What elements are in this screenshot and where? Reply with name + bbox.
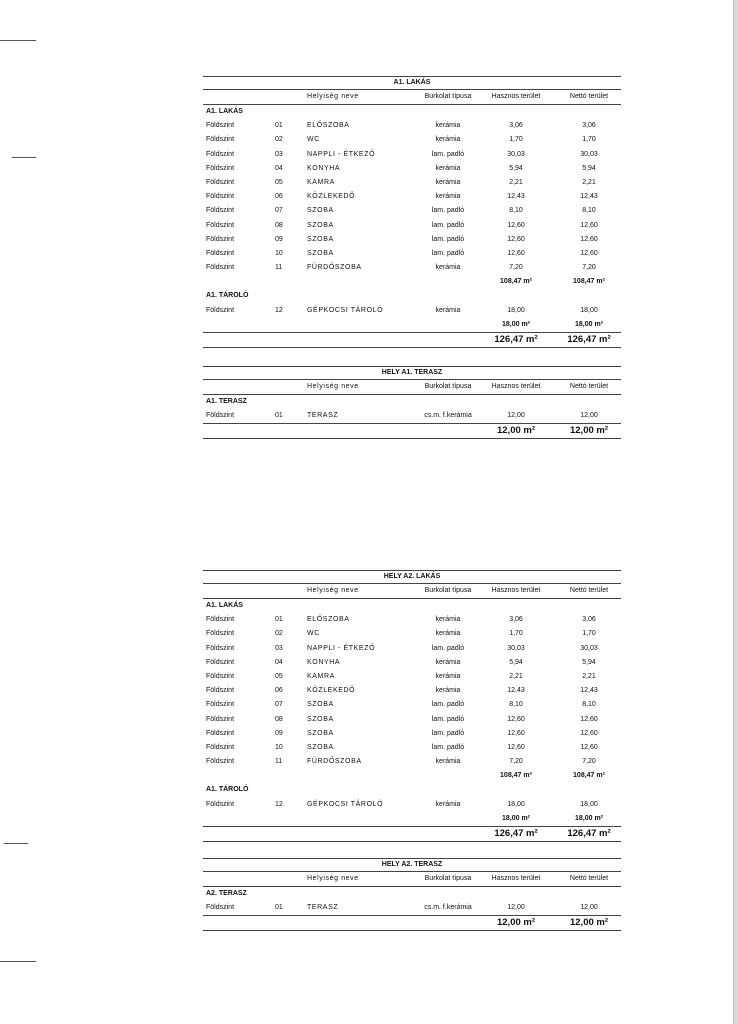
table-header (203, 90, 621, 105)
total-row (203, 332, 621, 348)
table-row (203, 190, 621, 204)
cell-useful-area: 12,43 (507, 193, 525, 201)
cell-cover-type: lam. padló (431, 207, 465, 215)
cell-useful-area: 18,00 (507, 800, 525, 808)
cell-useful-area: 8,10 (509, 207, 523, 215)
cell-room-number: 09 (275, 235, 283, 243)
cell-room-name: NAPPLI - ÉTKEZŐ (307, 644, 376, 652)
cell-net-area: 2,21 (582, 178, 596, 186)
table-title: HELY A2. TERASZ (203, 858, 621, 872)
table-row (203, 727, 621, 741)
subtotal-net-area: 18,00 m² (574, 320, 604, 328)
cell-cover-type: lam. padló (431, 150, 465, 158)
cell-level: Földszint (206, 616, 235, 624)
margin-mark (0, 961, 36, 962)
cell-room-name: FÜRDŐSZOBA (307, 758, 362, 766)
cell-net-area: 8,10 (582, 207, 596, 215)
group-label: A2. TERASZ (206, 890, 247, 897)
cell-level: Földszint (206, 701, 235, 709)
table-title: HELY A1. TERASZ (203, 366, 621, 380)
cell-cover-type: lam. padló (431, 249, 465, 257)
cell-useful-area: 5,94 (509, 658, 523, 666)
total-row (203, 826, 621, 842)
table-header (203, 584, 621, 599)
cell-level: Földszint (206, 758, 235, 766)
header-net-area: Nettó terület (569, 587, 609, 594)
cell-room-number: 01 (275, 412, 283, 420)
cell-room-name: SZOBA (307, 249, 334, 257)
cell-cover-type: kerámia (435, 306, 461, 314)
table-row (203, 901, 621, 915)
cell-level: Földszint (206, 193, 235, 201)
cell-cover-type: kerámia (435, 136, 461, 144)
header-useful-area: Hasznos terület (491, 93, 541, 100)
total-useful-area: 12,00 m² (496, 917, 536, 929)
header-useful-area: Hasznos terület (491, 587, 541, 594)
cell-level: Földszint (206, 150, 235, 158)
margin-mark (12, 157, 36, 158)
cell-room-number: 10 (275, 249, 283, 257)
table-header (203, 872, 621, 887)
total-row (203, 915, 621, 931)
cell-net-area: 12,00 (580, 904, 598, 912)
cell-level: Földszint (206, 630, 235, 638)
cell-room-name: KONYHA (307, 164, 341, 172)
cell-room-name: KÖZLEKEDŐ (307, 193, 356, 201)
cell-net-area: 30,03 (580, 644, 598, 652)
cell-net-area: 5,94 (582, 658, 596, 666)
cell-room-name: TERASZ (307, 904, 339, 912)
total-net-area: 12,00 m² (569, 917, 609, 929)
subtotal-row (203, 812, 621, 826)
cell-cover-type: kerámia (435, 264, 461, 272)
cell-useful-area: 1,70 (509, 136, 523, 144)
cell-room-name: NAPPLI - ÉTKEZŐ (307, 150, 376, 158)
header-net-area: Nettó terület (569, 875, 609, 882)
cell-room-name: WC (307, 630, 320, 638)
cell-room-name: KAMRA (307, 178, 335, 186)
cell-cover-type: kerámia (435, 658, 461, 666)
table-row (203, 148, 621, 162)
subtotal-useful-area: 108,47 m² (500, 772, 532, 780)
header-useful-area: Hasznos terület (491, 383, 541, 390)
cell-useful-area: 1,70 (509, 630, 523, 638)
cell-net-area: 8,10 (582, 701, 596, 709)
margin-mark (4, 843, 28, 844)
cell-net-area: 5,94 (582, 164, 596, 172)
subtotal-useful-area: 18,00 m² (501, 320, 531, 328)
table-row (203, 261, 621, 275)
group-label: A1. TERASZ (206, 398, 247, 405)
cell-useful-area: 2,21 (509, 178, 523, 186)
cell-level: Földszint (206, 306, 235, 314)
cell-cover-type: lam. padló (431, 235, 465, 243)
area-table (203, 76, 621, 348)
cell-cover-type: kerámia (435, 164, 461, 172)
cell-room-number: 11 (275, 758, 283, 766)
cell-level: Földszint (206, 136, 235, 144)
cell-cover-type: kerámia (435, 616, 461, 624)
header-room-name: Helyiség neve (307, 93, 359, 100)
page-edge (733, 0, 738, 1024)
table-row (203, 684, 621, 698)
cell-level: Földszint (206, 743, 235, 751)
cell-level: Földszint (206, 687, 235, 695)
cell-level: Földszint (206, 122, 235, 130)
cell-cover-type: lam. padló (431, 729, 465, 737)
group-label: A1. LAKÁS (206, 602, 243, 609)
cell-net-area: 30,03 (580, 150, 598, 158)
cell-net-area: 18,00 (580, 306, 598, 314)
cell-room-number: 10 (275, 743, 283, 751)
subtotal-useful-area: 108,47 m² (500, 278, 532, 286)
cell-level: Földszint (206, 644, 235, 652)
table-row (203, 798, 621, 812)
cell-cover-type: kerámia (435, 630, 461, 638)
cell-room-name: GÉPKOCSI TÁROLÓ (307, 800, 384, 808)
cell-room-name: SZOBA (307, 207, 334, 215)
cell-room-number: 02 (275, 630, 283, 638)
header-cover-type: Burkolat típusa (424, 93, 472, 100)
cell-cover-type: lam. padló (431, 715, 465, 723)
table-row (203, 613, 621, 627)
cell-cover-type: kerámia (435, 122, 461, 130)
cell-room-number: 01 (275, 904, 283, 912)
table-row (203, 119, 621, 133)
area-table (203, 570, 621, 842)
cell-room-number: 04 (275, 658, 283, 666)
cell-room-number: 12 (275, 800, 283, 808)
table-row (203, 656, 621, 670)
cell-level: Földszint (206, 164, 235, 172)
cell-room-number: 02 (275, 136, 283, 144)
table-title: A1. LAKÁS (203, 76, 621, 90)
table-row (203, 233, 621, 247)
total-useful-area: 126,47 m² (494, 828, 538, 839)
table-row (203, 755, 621, 769)
table-row (203, 642, 621, 656)
cell-cover-type: kerámia (435, 758, 461, 766)
cell-room-number: 08 (275, 221, 283, 229)
cell-room-number: 12 (275, 306, 283, 314)
cell-useful-area: 30,03 (507, 150, 525, 158)
subtotal-row (203, 275, 621, 289)
cell-useful-area: 2,21 (509, 672, 523, 680)
cell-level: Földszint (206, 264, 235, 272)
cell-room-name: FÜRDŐSZOBA (307, 264, 362, 272)
subtotal-net-area: 18,00 m² (574, 814, 604, 822)
cell-room-name: ELŐSZOBA (307, 616, 350, 624)
cell-level: Földszint (206, 715, 235, 723)
cell-cover-type: lam. padló (431, 743, 465, 751)
cell-room-name: SZOBA (307, 235, 334, 243)
cell-room-number: 06 (275, 193, 283, 201)
cell-room-name: SZOBA (307, 729, 334, 737)
total-useful-area: 126,47 m² (494, 334, 538, 345)
header-cover-type: Burkolat típusa (424, 587, 472, 594)
table-row (203, 176, 621, 190)
cell-room-number: 03 (275, 644, 283, 652)
cell-level: Földszint (206, 672, 235, 680)
cell-net-area: 7,20 (582, 264, 596, 272)
area-table (203, 858, 621, 931)
cell-room-name: ELŐSZOBA (307, 122, 350, 130)
cell-net-area: 1,70 (582, 136, 596, 144)
table-row (203, 219, 621, 233)
cell-room-number: 09 (275, 729, 283, 737)
area-table (203, 366, 621, 439)
header-net-area: Nettó terület (569, 383, 609, 390)
cell-level: Földszint (206, 178, 235, 186)
cell-useful-area: 3,06 (509, 616, 523, 624)
cell-net-area: 18,00 (580, 800, 598, 808)
cell-level: Földszint (206, 658, 235, 666)
cell-room-number: 05 (275, 178, 283, 186)
cell-cover-type: kerámia (435, 193, 461, 201)
subtotal-useful-area: 18,00 m² (501, 814, 531, 822)
cell-level: Földszint (206, 249, 235, 257)
cell-net-area: 12,60 (580, 249, 598, 257)
cell-net-area: 12,60 (580, 743, 598, 751)
table-row (203, 304, 621, 318)
cell-cover-type: kerámia (435, 800, 461, 808)
header-room-name: Helyiség neve (307, 383, 359, 390)
cell-room-number: 05 (275, 672, 283, 680)
total-useful-area: 12,00 m² (496, 425, 536, 437)
table-row (203, 409, 621, 423)
cell-useful-area: 12,00 (507, 412, 525, 420)
cell-useful-area: 12,00 (507, 904, 525, 912)
cell-room-name: TERASZ (307, 412, 339, 420)
cell-useful-area: 3,06 (509, 122, 523, 130)
cell-level: Földszint (206, 207, 235, 215)
cell-room-name: SZOBA (307, 221, 334, 229)
table-row (203, 162, 621, 176)
cell-net-area: 2,21 (582, 672, 596, 680)
cell-level: Földszint (206, 800, 235, 808)
cell-useful-area: 12,60 (507, 743, 525, 751)
cell-cover-type: kerámia (435, 687, 461, 695)
table-row (203, 204, 621, 218)
cell-useful-area: 30,03 (507, 644, 525, 652)
cell-room-name: SZOBA (307, 701, 334, 709)
cell-useful-area: 7,20 (509, 758, 523, 766)
total-row (203, 423, 621, 439)
total-net-area: 126,47 m² (567, 334, 611, 345)
cell-room-name: SZOBA (307, 715, 334, 723)
cell-net-area: 12,60 (580, 221, 598, 229)
cell-useful-area: 5,94 (509, 164, 523, 172)
cell-useful-area: 12,60 (507, 221, 525, 229)
cell-net-area: 7,20 (582, 758, 596, 766)
cell-useful-area: 8,10 (509, 701, 523, 709)
cell-net-area: 1,70 (582, 630, 596, 638)
header-room-name: Helyiség neve (307, 875, 359, 882)
cell-room-number: 11 (275, 264, 283, 272)
cell-room-name: GÉPKOCSI TÁROLÓ (307, 306, 384, 314)
subtotal-row (203, 318, 621, 332)
cell-room-number: 04 (275, 164, 283, 172)
cell-room-name: KONYHA (307, 658, 341, 666)
cell-level: Földszint (206, 904, 235, 912)
cell-net-area: 12,43 (580, 687, 598, 695)
cell-net-area: 12,00 (580, 412, 598, 420)
cell-useful-area: 12,60 (507, 249, 525, 257)
cell-room-name: SZOBA (307, 743, 334, 751)
cell-room-name: KÖZLEKEDŐ (307, 687, 356, 695)
cell-net-area: 12,43 (580, 193, 598, 201)
total-net-area: 12,00 m² (569, 425, 609, 437)
subtotal-row (203, 769, 621, 783)
cell-cover-type: cs.m. f.kerámia (424, 904, 472, 912)
cell-room-number: 07 (275, 701, 283, 709)
cell-useful-area: 12,60 (507, 235, 525, 243)
cell-level: Földszint (206, 221, 235, 229)
cell-cover-type: cs.m. f.kerámia (424, 412, 472, 420)
cell-net-area: 12,60 (580, 235, 598, 243)
cell-useful-area: 12,60 (507, 715, 525, 723)
group-label: A1. TÁROLÓ (206, 786, 249, 794)
cell-room-number: 01 (275, 616, 283, 624)
cell-room-number: 01 (275, 122, 283, 130)
cell-cover-type: kerámia (435, 672, 461, 680)
subtotal-net-area: 108,47 m² (573, 278, 605, 286)
cell-cover-type: lam. padló (431, 644, 465, 652)
table-row (203, 741, 621, 755)
table-row (203, 698, 621, 712)
cell-room-name: KAMRA (307, 672, 335, 680)
table-row (203, 247, 621, 261)
total-net-area: 126,47 m² (567, 828, 611, 839)
cell-room-number: 06 (275, 687, 283, 695)
cell-level: Földszint (206, 412, 235, 420)
header-net-area: Nettó terület (569, 93, 609, 100)
group-label: A1. LAKÁS (206, 108, 243, 115)
cell-cover-type: lam. padló (431, 221, 465, 229)
subtotal-net-area: 108,47 m² (573, 772, 605, 780)
cell-useful-area: 12,43 (507, 687, 525, 695)
table-row (203, 713, 621, 727)
table-row (203, 670, 621, 684)
cell-net-area: 3,06 (582, 616, 596, 624)
cell-net-area: 3,06 (582, 122, 596, 130)
cell-room-number: 07 (275, 207, 283, 215)
table-row (203, 133, 621, 147)
table-title: HELY A2. LAKÁS (203, 570, 621, 584)
cell-net-area: 12,60 (580, 729, 598, 737)
table-header (203, 380, 621, 395)
header-useful-area: Hasznos terület (491, 875, 541, 882)
cell-room-number: 08 (275, 715, 283, 723)
cell-cover-type: lam. padló (431, 701, 465, 709)
cell-useful-area: 7,20 (509, 264, 523, 272)
cell-room-name: WC (307, 136, 320, 144)
cell-level: Földszint (206, 235, 235, 243)
header-cover-type: Burkolat típusa (424, 875, 472, 882)
header-room-name: Helyiség neve (307, 587, 359, 594)
group-label: A1. TÁROLÓ (206, 292, 249, 300)
cell-net-area: 12,60 (580, 715, 598, 723)
cell-useful-area: 12,60 (507, 729, 525, 737)
margin-mark (0, 40, 36, 41)
table-row (203, 627, 621, 641)
cell-room-number: 03 (275, 150, 283, 158)
header-cover-type: Burkolat típusa (424, 383, 472, 390)
cell-level: Földszint (206, 729, 235, 737)
cell-cover-type: kerámia (435, 178, 461, 186)
cell-useful-area: 18,00 (507, 306, 525, 314)
